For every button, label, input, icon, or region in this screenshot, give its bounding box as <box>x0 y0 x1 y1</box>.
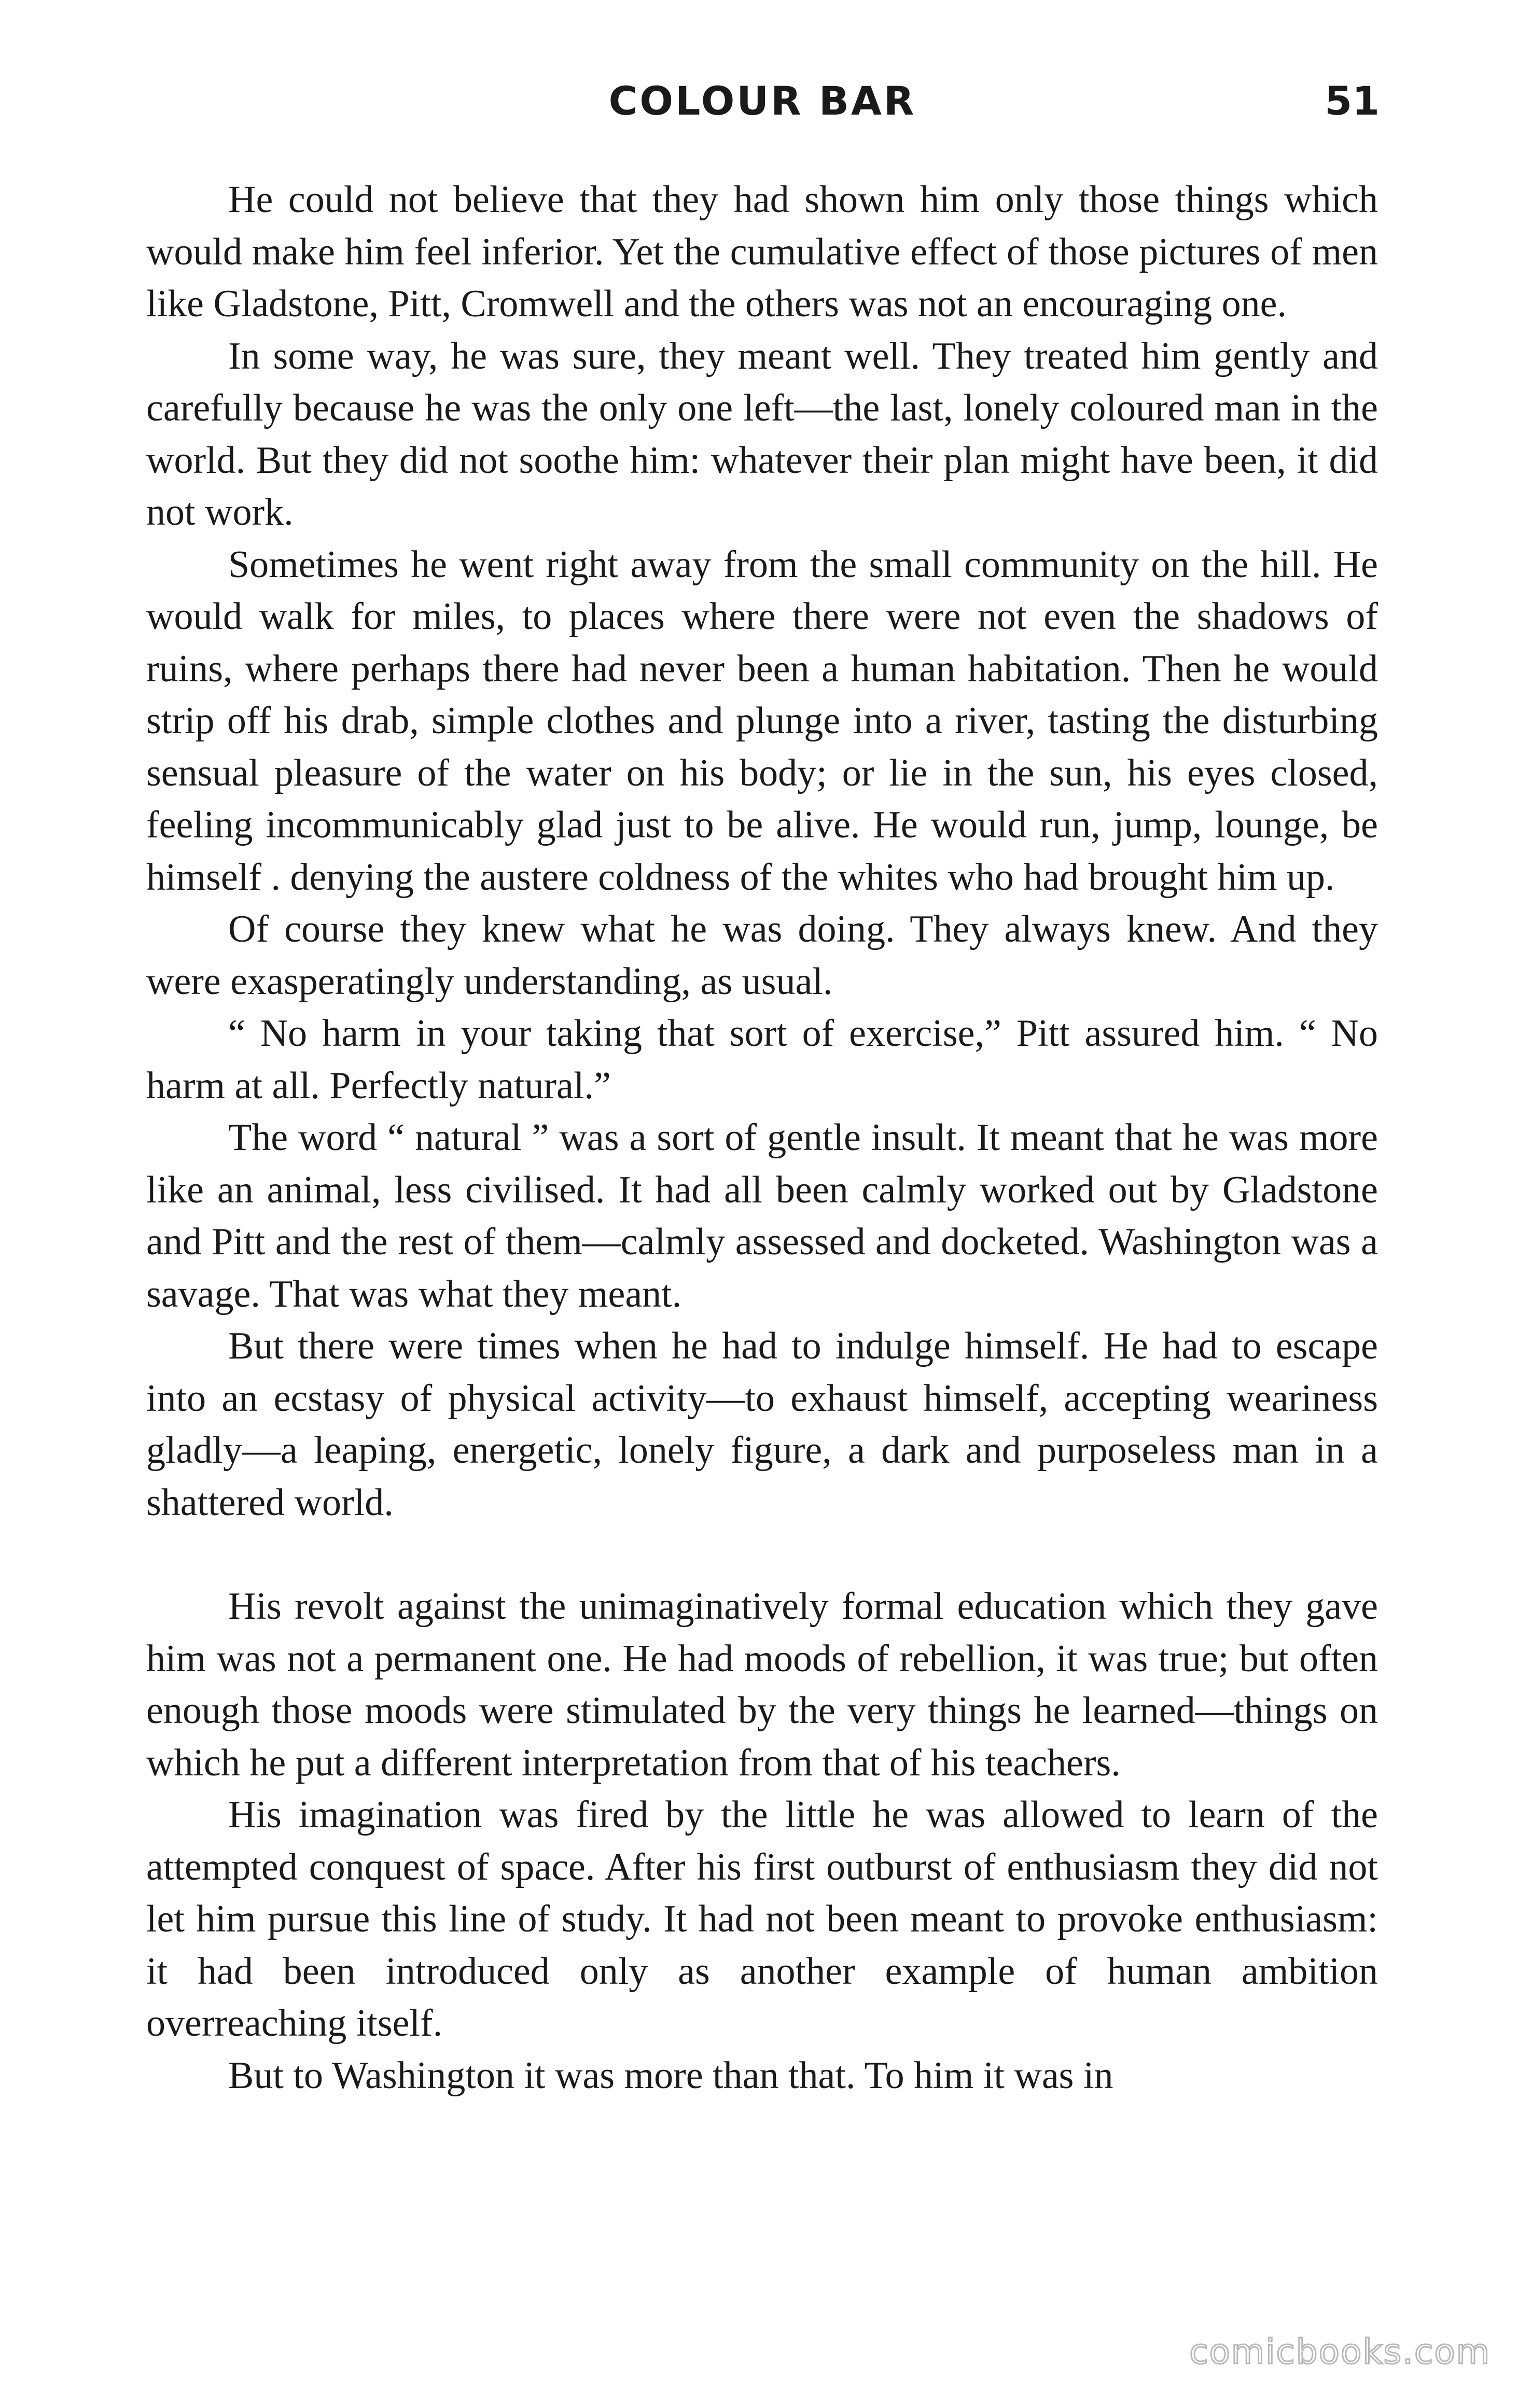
paragraph: He could not believe that they had shown him only those things which would make him feel inferior. Yet the cumulative effect of those pictures of men like Gladstone, Pitt, Cromwell and the others was not an encouraging one. <box>146 178 1378 325</box>
watermark: comicbooks.com <box>1189 2332 1491 2372</box>
paragraph: Sometimes he went right away from the small community on the hill. He would walk for miles, to places where there were not even the shadows of ruins, where perhaps there had never been a human habitation. Then he would strip off his drab, simple clothes and plunge into a river, tasting the disturbing sensual pleasure of the water on his body; or lie in the sun, his eyes closed, feeling incommunicably glad just to be alive. He would run, jump, lounge, be himself . denying the austere coldness of the whites who had brought him up. <box>146 543 1378 899</box>
paragraph: But to Washington it was more than that. To him it was in <box>228 2054 1113 2097</box>
paragraph: The word “ natural ” was a sort of gentle insult. It meant that he was more like an animal, less civilised. It had all been calmly worked out by Gladstone and Pitt and the rest of them—calmly assessed and docketed. Washington was a savage. That was what they meant. <box>146 1116 1378 1315</box>
page-header <box>145 73 1380 130</box>
running-title: COLOUR BAR <box>608 78 916 124</box>
paragraph: His imagination was fired by the little he was allowed to learn of the attempted conquest of space. After his first outburst of enthusiasm they did not let him pursue this line of study. It had not been meant to provoke enthusiasm: it had been introduced only as another example of human ambition overreaching itself. <box>146 1794 1378 2045</box>
paragraph: But there were times when he had to indulge himself. He had to escape into an ecstasy of physical activity—to exhaust himself, accepting weariness gladly—a leaping, energetic, lonely figure, a dark and purposeless man in a shattered world. <box>146 1325 1378 1524</box>
paragraph: In some way, he was sure, they meant well. They treated him gently and carefully because he was the only one left—the last, lonely coloured man in the world. But they did not soothe him: whatever their plan might have been, it did not work. <box>146 334 1378 534</box>
body-text <box>146 174 1378 2102</box>
paragraph: “ No harm in your taking that sort of exercise,” Pitt assured him. “ No harm at all. Perfectly natural.” <box>146 1012 1378 1107</box>
page-number: 51 <box>1325 78 1380 124</box>
paragraph: His revolt against the unimaginatively formal education which they gave him was not a permanent one. He had moods of rebellion, it was true; but often enough those moods were stimulated by the very things he learned—things on which he put a different interpretation from that of his teachers. <box>146 1585 1378 1784</box>
paragraph: Of course they knew what he was doing. They always knew. And they were exasperatingly understanding, as usual. <box>146 908 1378 1003</box>
